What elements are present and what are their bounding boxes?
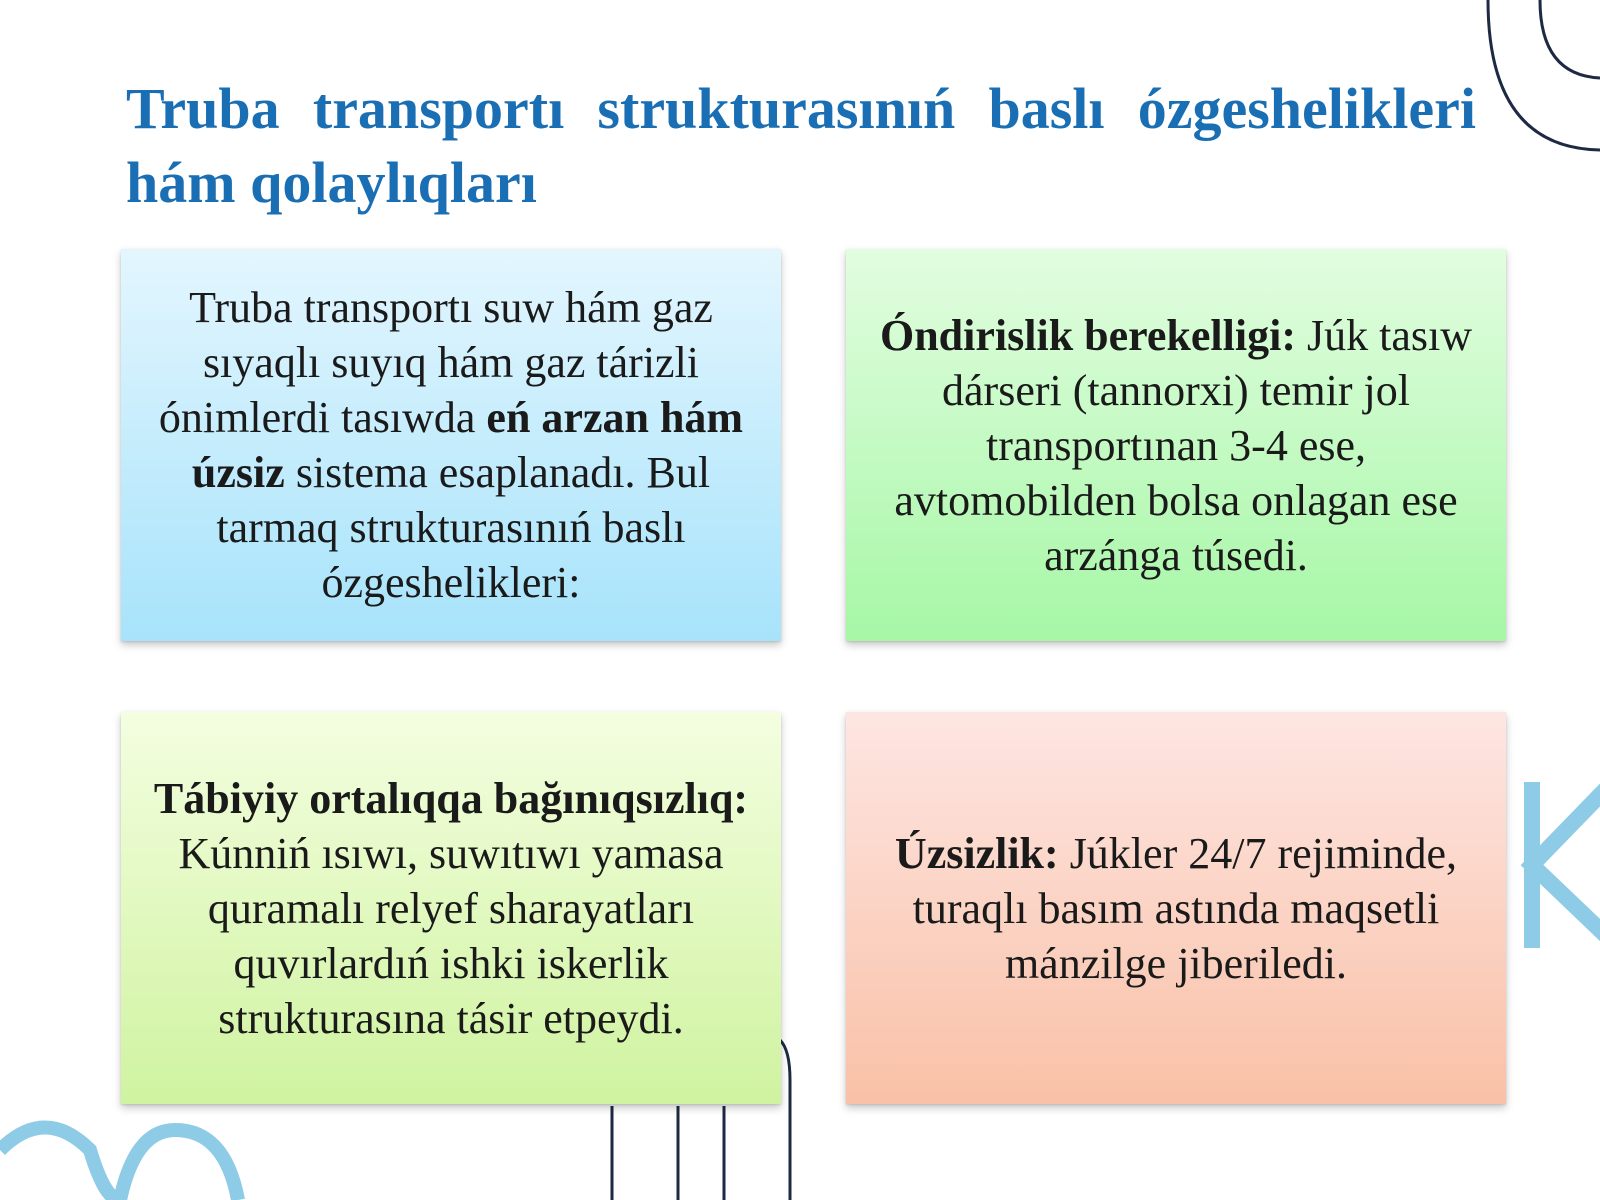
card-environment-independence-body: Kúnniń ısıwı, suwıtıwı yamasa quramalı relyef sharayatları quvırlardıń ishki iskerlik strukturasına tásir etpeydi. xyxy=(178,828,724,1043)
card-environment-independence xyxy=(121,712,781,1104)
card-economic-efficiency xyxy=(846,249,1506,641)
card-overview xyxy=(121,249,781,641)
arc-decoration-outer xyxy=(1488,0,1600,150)
card-continuity-heading: Úzsizlik: xyxy=(894,828,1059,878)
k-shape-decoration xyxy=(1532,790,1600,940)
card-continuity-text xyxy=(862,826,1490,991)
card-overview-bold: eń arzan hám úzsiz xyxy=(191,393,744,497)
arc-decoration-inner xyxy=(1540,0,1600,78)
card-continuity-body: Júkler 24/7 rejiminde, turaqlı basım astında maqsetli mánzilge jiberiledi. xyxy=(912,828,1458,988)
card-overview-text xyxy=(137,280,765,610)
card-environment-independence-text xyxy=(137,771,765,1046)
slide-title: Truba transportı strukturasınıń baslı ózgeshelikleri hám qolaylıqları xyxy=(126,76,1476,215)
card-overview-text-part2: sistema esaplanadı. Bul tarmaq strukturasınıń baslı ózgeshelikleri: xyxy=(216,448,711,607)
card-economic-efficiency-body: Júk tasıw dárseri (tannorxi) temir jol transportınan 3-4 ese, avtomobilden bolsa onlagan ese arzánga túsedi. xyxy=(894,310,1472,580)
card-economic-efficiency-heading: Óndirislik berekelligi: xyxy=(879,310,1296,360)
card-overview-text-part1: Truba transportı suw hám gaz sıyaqlı suyıq hám gaz tárizli ónimlerdi tasıwda xyxy=(158,283,713,442)
card-continuity xyxy=(846,712,1506,1104)
card-environment-independence-heading: Tábiyiy ortalıqqa bağınıqsızlıq: xyxy=(153,773,749,823)
card-economic-efficiency-text xyxy=(862,308,1490,583)
wave-decoration xyxy=(0,1128,238,1200)
